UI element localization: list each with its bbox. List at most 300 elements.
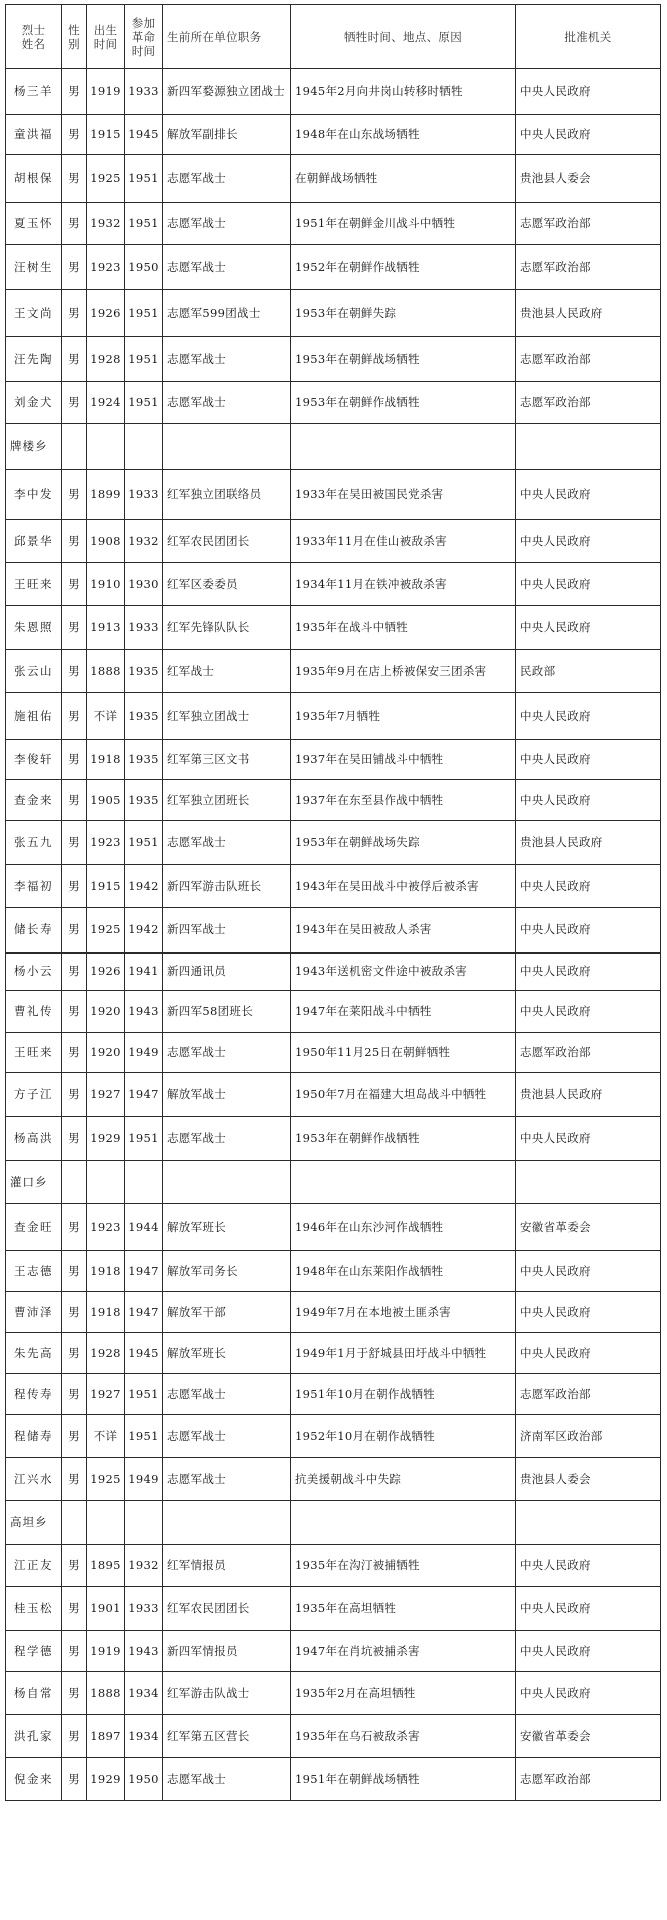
section-label: 牌楼乡: [6, 424, 62, 470]
cell-approver: 中央人民政府: [516, 1292, 661, 1333]
table-row: [6, 1333, 661, 1374]
cell-name: 程学德: [6, 1631, 62, 1672]
cell-name: 程储寿: [6, 1415, 62, 1458]
cell-join: 1951: [125, 290, 163, 337]
table-row: [6, 115, 661, 155]
cell-name: 张云山: [6, 650, 62, 693]
cell-unit: 红军第三区文书: [163, 740, 291, 780]
table-row: [6, 650, 661, 693]
cell-death: 1953年在朝鲜作战牺牲: [291, 382, 516, 424]
cell-sex: 男: [62, 1117, 87, 1161]
cell-unit: 志愿军战士: [163, 1458, 291, 1501]
cell-join: 1951: [125, 155, 163, 203]
cell-unit: 红军第五区营长: [163, 1715, 291, 1758]
cell-death: 1948年在山东战场牺牲: [291, 115, 516, 155]
cell-join: 1951: [125, 1415, 163, 1458]
cell-birth: 1926: [87, 290, 125, 337]
cell-join: 1933: [125, 1587, 163, 1631]
cell-death: 1952年10月在朝作战牺牲: [291, 1415, 516, 1458]
cell-sex: 男: [62, 1033, 87, 1073]
cell-approver: 志愿军政治部: [516, 203, 661, 245]
cell-unit: 红军情报员: [163, 1545, 291, 1587]
cell-unit: 新四军战士: [163, 908, 291, 953]
cell-name: 倪金来: [6, 1758, 62, 1801]
cell-join: 1951: [125, 1374, 163, 1415]
table-row: [6, 245, 661, 290]
cell-sex: 男: [62, 780, 87, 821]
empty-cell: [62, 1501, 87, 1545]
cell-birth: 1924: [87, 382, 125, 424]
cell-birth: 1929: [87, 1117, 125, 1161]
header-birth: 出生 时间: [87, 5, 125, 69]
cell-death: 1935年在乌石被敌杀害: [291, 1715, 516, 1758]
cell-death: 1949年1月于舒城县田圩战斗中牺牲: [291, 1333, 516, 1374]
cell-unit: 红军农民团团长: [163, 1587, 291, 1631]
cell-join: 1950: [125, 245, 163, 290]
cell-sex: 男: [62, 1333, 87, 1374]
cell-join: 1947: [125, 1292, 163, 1333]
cell-birth: 1928: [87, 1333, 125, 1374]
table-row: [6, 1374, 661, 1415]
table-row: [6, 1758, 661, 1801]
cell-birth: 1888: [87, 650, 125, 693]
cell-approver: 中央人民政府: [516, 1672, 661, 1715]
cell-name: 邱景华: [6, 520, 62, 563]
table-row: [6, 865, 661, 908]
table-row: [6, 1715, 661, 1758]
cell-birth: 不详: [87, 1415, 125, 1458]
cell-sex: 男: [62, 520, 87, 563]
cell-death: 1947年在肖坑被捕杀害: [291, 1631, 516, 1672]
table-row: [6, 1033, 661, 1073]
cell-unit: 解放军干部: [163, 1292, 291, 1333]
cell-birth: 1908: [87, 520, 125, 563]
cell-join: 1943: [125, 991, 163, 1033]
cell-unit: 新四通讯员: [163, 953, 291, 991]
header-death: 牺牲时间、地点、原因: [291, 5, 516, 69]
cell-birth: 1888: [87, 1672, 125, 1715]
cell-join: 1934: [125, 1715, 163, 1758]
table-row: [6, 203, 661, 245]
empty-cell: [62, 424, 87, 470]
table-row: [6, 693, 661, 740]
cell-sex: 男: [62, 69, 87, 115]
cell-join: 1930: [125, 563, 163, 606]
cell-death: 1946年在山东沙河作战牺牲: [291, 1204, 516, 1251]
cell-death: 1935年在沟汀被捕牺牲: [291, 1545, 516, 1587]
table-row: [6, 1073, 661, 1117]
cell-approver: 中央人民政府: [516, 953, 661, 991]
cell-join: 1933: [125, 69, 163, 115]
cell-sex: 男: [62, 245, 87, 290]
cell-death: 1953年在朝鲜战场牺牲: [291, 337, 516, 382]
cell-unit: 新四军情报员: [163, 1631, 291, 1672]
cell-sex: 男: [62, 865, 87, 908]
cell-name: 汪树生: [6, 245, 62, 290]
cell-approver: 中央人民政府: [516, 865, 661, 908]
cell-approver: 志愿军政治部: [516, 382, 661, 424]
empty-cell: [291, 1501, 516, 1545]
cell-name: 王旺来: [6, 1033, 62, 1073]
empty-cell: [87, 1161, 125, 1204]
cell-approver: 安徽省革委会: [516, 1204, 661, 1251]
cell-death: 1935年7月牺牲: [291, 693, 516, 740]
cell-name: 朱先高: [6, 1333, 62, 1374]
cell-name: 查金旺: [6, 1204, 62, 1251]
cell-death: 抗美援朝战斗中失踪: [291, 1458, 516, 1501]
table-row: [6, 155, 661, 203]
cell-name: 施祖佑: [6, 693, 62, 740]
table-row: [6, 908, 661, 953]
cell-birth: 1918: [87, 740, 125, 780]
cell-death: 1943年在吴田战斗中被俘后被杀害: [291, 865, 516, 908]
table-row: [6, 1587, 661, 1631]
cell-join: 1949: [125, 1033, 163, 1073]
empty-cell: [125, 1161, 163, 1204]
cell-name: 洪孔家: [6, 1715, 62, 1758]
cell-birth: 1925: [87, 908, 125, 953]
table-row: [6, 470, 661, 520]
table-row: [6, 337, 661, 382]
cell-death: 1947年在莱阳战斗中牺牲: [291, 991, 516, 1033]
cell-join: 1951: [125, 821, 163, 865]
cell-birth: 1923: [87, 1204, 125, 1251]
cell-birth: 1897: [87, 1715, 125, 1758]
cell-approver: 中央人民政府: [516, 740, 661, 780]
empty-cell: [125, 424, 163, 470]
cell-name: 储长寿: [6, 908, 62, 953]
cell-death: 1937年在东至县作战中牺牲: [291, 780, 516, 821]
cell-birth: 1925: [87, 1458, 125, 1501]
cell-approver: 中央人民政府: [516, 606, 661, 650]
cell-sex: 男: [62, 1672, 87, 1715]
cell-join: 1950: [125, 1758, 163, 1801]
empty-cell: [163, 1501, 291, 1545]
cell-death: 在朝鲜战场牺牲: [291, 155, 516, 203]
cell-unit: 志愿军战士: [163, 382, 291, 424]
table-row: [6, 740, 661, 780]
cell-approver: 中央人民政府: [516, 908, 661, 953]
cell-sex: 男: [62, 203, 87, 245]
cell-join: 1944: [125, 1204, 163, 1251]
table-row: [6, 382, 661, 424]
cell-name: 李俊轩: [6, 740, 62, 780]
cell-death: 1935年2月在高坦牺牲: [291, 1672, 516, 1715]
cell-name: 程传寿: [6, 1374, 62, 1415]
cell-birth: 1923: [87, 821, 125, 865]
cell-birth: 1920: [87, 991, 125, 1033]
cell-sex: 男: [62, 693, 87, 740]
cell-sex: 男: [62, 1073, 87, 1117]
cell-approver: 贵池县人委会: [516, 155, 661, 203]
cell-join: 1951: [125, 337, 163, 382]
cell-approver: 中央人民政府: [516, 1587, 661, 1631]
empty-cell: [291, 1161, 516, 1204]
cell-birth: 1913: [87, 606, 125, 650]
cell-sex: 男: [62, 1251, 87, 1292]
cell-approver: 中央人民政府: [516, 69, 661, 115]
cell-sex: 男: [62, 991, 87, 1033]
table-row: [6, 1631, 661, 1672]
cell-unit: 红军战士: [163, 650, 291, 693]
cell-name: 王旺来: [6, 563, 62, 606]
cell-birth: 1915: [87, 115, 125, 155]
cell-birth: 1918: [87, 1292, 125, 1333]
table-row: [6, 821, 661, 865]
cell-death: 1951年10月在朝作战牺牲: [291, 1374, 516, 1415]
cell-unit: 志愿军战士: [163, 337, 291, 382]
cell-death: 1935年9月在店上桥被保安三团杀害: [291, 650, 516, 693]
cell-join: 1945: [125, 115, 163, 155]
cell-name: 杨高洪: [6, 1117, 62, 1161]
cell-death: 1952年在朝鲜作战牺牲: [291, 245, 516, 290]
cell-approver: 中央人民政府: [516, 470, 661, 520]
cell-join: 1951: [125, 1117, 163, 1161]
header-name: 烈士 姓名: [6, 5, 62, 69]
cell-unit: 红军先锋队队长: [163, 606, 291, 650]
cell-approver: 民政部: [516, 650, 661, 693]
cell-birth: 1926: [87, 953, 125, 991]
header-sex: 性 别: [62, 5, 87, 69]
cell-unit: 志愿军战士: [163, 821, 291, 865]
cell-sex: 男: [62, 1587, 87, 1631]
cell-join: 1933: [125, 470, 163, 520]
cell-name: 汪先陶: [6, 337, 62, 382]
cell-death: 1943年送机密文件途中被敌杀害: [291, 953, 516, 991]
cell-unit: 志愿军战士: [163, 1117, 291, 1161]
cell-unit: 志愿军战士: [163, 1758, 291, 1801]
cell-unit: 志愿军战士: [163, 245, 291, 290]
cell-name: 桂玉松: [6, 1587, 62, 1631]
cell-join: 1945: [125, 1333, 163, 1374]
empty-cell: [163, 1161, 291, 1204]
cell-sex: 男: [62, 1415, 87, 1458]
cell-death: 1937年在吴田铺战斗中牺牲: [291, 740, 516, 780]
cell-death: 1935年在战斗中牺牲: [291, 606, 516, 650]
cell-birth: 1927: [87, 1073, 125, 1117]
cell-join: 1932: [125, 1545, 163, 1587]
cell-death: 1935年在高坦牺牲: [291, 1587, 516, 1631]
cell-name: 江兴水: [6, 1458, 62, 1501]
cell-approver: 志愿军政治部: [516, 1033, 661, 1073]
cell-unit: 志愿军战士: [163, 203, 291, 245]
cell-approver: 志愿军政治部: [516, 1374, 661, 1415]
cell-unit: 红军独立团班长: [163, 780, 291, 821]
cell-birth: 1932: [87, 203, 125, 245]
cell-death: 1948年在山东莱阳作战牺牲: [291, 1251, 516, 1292]
cell-approver: 中央人民政府: [516, 1545, 661, 1587]
cell-death: 1951年在朝鲜战场牺牲: [291, 1758, 516, 1801]
table-row: [6, 290, 661, 337]
cell-death: 1933年在吴田被国民党杀害: [291, 470, 516, 520]
cell-sex: 男: [62, 470, 87, 520]
table-row: [6, 520, 661, 563]
cell-name: 杨自常: [6, 1672, 62, 1715]
cell-join: 1935: [125, 740, 163, 780]
table-row: [6, 1292, 661, 1333]
empty-cell: [291, 424, 516, 470]
table-row: [6, 606, 661, 650]
cell-birth: 1919: [87, 1631, 125, 1672]
cell-birth: 1895: [87, 1545, 125, 1587]
cell-sex: 男: [62, 740, 87, 780]
cell-name: 李福初: [6, 865, 62, 908]
cell-birth: 1918: [87, 1251, 125, 1292]
cell-unit: 新四军婺源独立团战士: [163, 69, 291, 115]
cell-approver: 中央人民政府: [516, 1631, 661, 1672]
cell-birth: 1905: [87, 780, 125, 821]
empty-cell: [516, 1161, 661, 1204]
cell-join: 1935: [125, 780, 163, 821]
cell-death: 1953年在朝鲜战场失踪: [291, 821, 516, 865]
cell-join: 1935: [125, 693, 163, 740]
cell-approver: 贵池县人民政府: [516, 290, 661, 337]
cell-join: 1949: [125, 1458, 163, 1501]
cell-unit: 志愿军599团战士: [163, 290, 291, 337]
cell-death: 1950年11月25日在朝鲜牺牲: [291, 1033, 516, 1073]
cell-join: 1933: [125, 606, 163, 650]
cell-birth: 1925: [87, 155, 125, 203]
cell-sex: 男: [62, 1292, 87, 1333]
martyrs-roster: [5, 4, 660, 1801]
table-row: [6, 69, 661, 115]
table-row: [6, 1458, 661, 1501]
cell-sex: 男: [62, 290, 87, 337]
cell-sex: 男: [62, 908, 87, 953]
cell-sex: 男: [62, 821, 87, 865]
cell-birth: 1920: [87, 1033, 125, 1073]
cell-name: 王志德: [6, 1251, 62, 1292]
header-join: 参加 革命 时间: [125, 5, 163, 69]
cell-join: 1943: [125, 1631, 163, 1672]
cell-name: 查金来: [6, 780, 62, 821]
cell-join: 1941: [125, 953, 163, 991]
cell-unit: 解放军战士: [163, 1073, 291, 1117]
cell-birth: 1923: [87, 245, 125, 290]
table-row: [6, 780, 661, 821]
cell-unit: 解放军班长: [163, 1204, 291, 1251]
cell-sex: 男: [62, 1715, 87, 1758]
section-row: [6, 1501, 661, 1545]
cell-approver: 志愿军政治部: [516, 245, 661, 290]
section-row: [6, 1161, 661, 1204]
cell-sex: 男: [62, 1545, 87, 1587]
cell-unit: 新四军58团班长: [163, 991, 291, 1033]
cell-approver: 志愿军政治部: [516, 1758, 661, 1801]
empty-cell: [516, 1501, 661, 1545]
cell-approver: 中央人民政府: [516, 1117, 661, 1161]
empty-cell: [516, 424, 661, 470]
cell-approver: 志愿军政治部: [516, 337, 661, 382]
cell-join: 1932: [125, 520, 163, 563]
cell-approver: 中央人民政府: [516, 1333, 661, 1374]
table-row: [6, 1545, 661, 1587]
cell-approver: 中央人民政府: [516, 1251, 661, 1292]
cell-join: 1947: [125, 1251, 163, 1292]
cell-unit: 红军独立团战士: [163, 693, 291, 740]
cell-unit: 解放军司务长: [163, 1251, 291, 1292]
cell-sex: 男: [62, 1758, 87, 1801]
cell-join: 1951: [125, 203, 163, 245]
cell-unit: 志愿军战士: [163, 155, 291, 203]
cell-birth: 不详: [87, 693, 125, 740]
table-row: [6, 1672, 661, 1715]
cell-name: 童洪福: [6, 115, 62, 155]
cell-unit: 志愿军战士: [163, 1033, 291, 1073]
cell-death: 1945年2月向井岗山转移时牺牲: [291, 69, 516, 115]
cell-sex: 男: [62, 1374, 87, 1415]
cell-unit: 志愿军战士: [163, 1415, 291, 1458]
cell-unit: 红军农民团团长: [163, 520, 291, 563]
cell-birth: 1929: [87, 1758, 125, 1801]
cell-name: 刘金犬: [6, 382, 62, 424]
cell-join: 1934: [125, 1672, 163, 1715]
cell-death: 1949年7月在本地被土匪杀害: [291, 1292, 516, 1333]
table-row: [6, 1415, 661, 1458]
table-row: [6, 1251, 661, 1292]
header-row: [6, 5, 661, 69]
cell-approver: 中央人民政府: [516, 780, 661, 821]
cell-name: 杨三羊: [6, 69, 62, 115]
cell-birth: 1928: [87, 337, 125, 382]
empty-cell: [87, 424, 125, 470]
cell-birth: 1919: [87, 69, 125, 115]
cell-approver: 中央人民政府: [516, 693, 661, 740]
cell-name: 夏玉怀: [6, 203, 62, 245]
section-row: [6, 424, 661, 470]
table-row: [6, 991, 661, 1033]
cell-unit: 红军区委委员: [163, 563, 291, 606]
table-row: [6, 1117, 661, 1161]
cell-sex: 男: [62, 382, 87, 424]
section-label: 高坦乡: [6, 1501, 62, 1545]
cell-death: 1943年在吴田被敌人杀害: [291, 908, 516, 953]
cell-join: 1935: [125, 650, 163, 693]
cell-unit: 志愿军战士: [163, 1374, 291, 1415]
cell-birth: 1901: [87, 1587, 125, 1631]
cell-name: 曹沛泽: [6, 1292, 62, 1333]
cell-join: 1947: [125, 1073, 163, 1117]
cell-name: 朱恩照: [6, 606, 62, 650]
cell-sex: 男: [62, 563, 87, 606]
cell-birth: 1899: [87, 470, 125, 520]
martyrs-table: [5, 4, 661, 1801]
cell-birth: 1927: [87, 1374, 125, 1415]
cell-approver: 贵池县人委会: [516, 1458, 661, 1501]
cell-approver: 中央人民政府: [516, 991, 661, 1033]
table-row: [6, 953, 661, 991]
cell-unit: 红军独立团联络员: [163, 470, 291, 520]
table-body: [6, 69, 661, 1801]
empty-cell: [125, 1501, 163, 1545]
cell-death: 1934年11月在铁冲被敌杀害: [291, 563, 516, 606]
cell-approver: 中央人民政府: [516, 520, 661, 563]
cell-approver: 中央人民政府: [516, 563, 661, 606]
cell-approver: 安徽省革委会: [516, 1715, 661, 1758]
cell-sex: 男: [62, 953, 87, 991]
cell-name: 李中发: [6, 470, 62, 520]
cell-name: 江正友: [6, 1545, 62, 1587]
cell-name: 方子江: [6, 1073, 62, 1117]
table-row: [6, 563, 661, 606]
cell-death: 1951年在朝鲜金川战斗中牺牲: [291, 203, 516, 245]
cell-sex: 男: [62, 337, 87, 382]
cell-unit: 红军游击队战士: [163, 1672, 291, 1715]
cell-unit: 解放军副排长: [163, 115, 291, 155]
cell-sex: 男: [62, 606, 87, 650]
cell-name: 胡根保: [6, 155, 62, 203]
cell-name: 杨小云: [6, 953, 62, 991]
